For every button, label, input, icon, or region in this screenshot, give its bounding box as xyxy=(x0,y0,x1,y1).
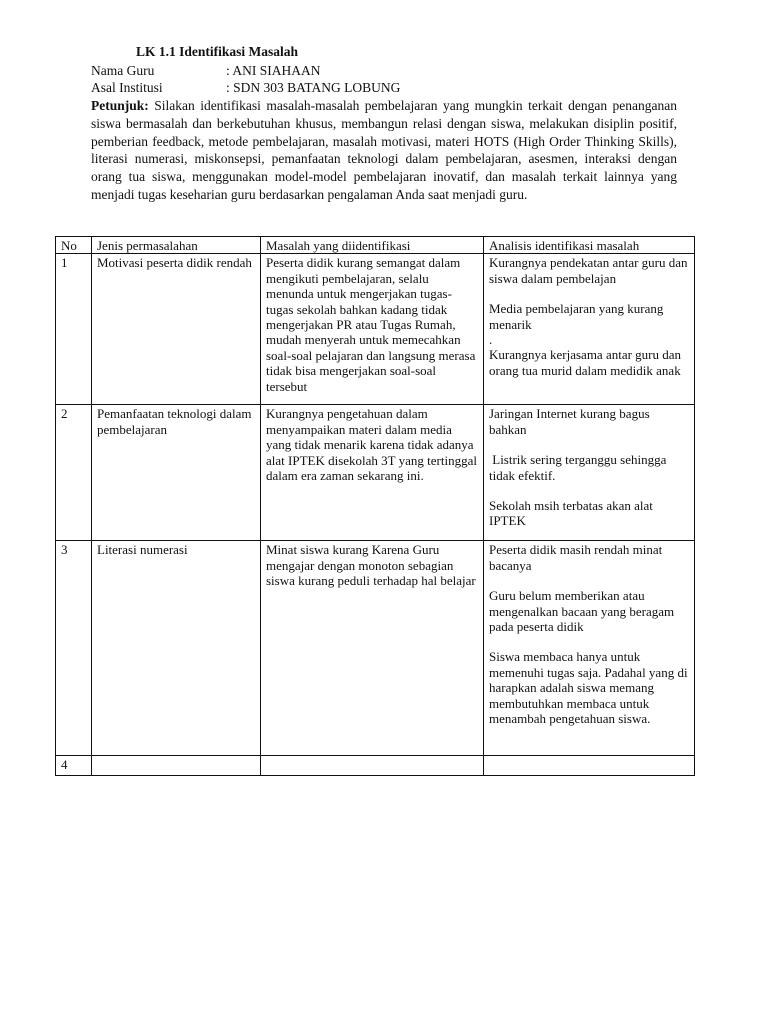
analisis-point: . xyxy=(489,332,493,348)
header-masalah: Masalah yang diidentifikasi xyxy=(261,237,484,254)
document-title: LK 1.1 Identifikasi Masalah xyxy=(136,44,299,59)
row-no: 2 xyxy=(56,405,92,541)
institution-value: : SDN 303 BATANG LOBUNG xyxy=(226,80,401,95)
analisis-point: Media pembelajaran yang kurang menarik xyxy=(489,301,664,332)
row-no: 1 xyxy=(56,254,92,405)
analisis-point: Sekolah msih terbatas akan alat IPTEK xyxy=(489,498,653,529)
row-jenis: Literasi numerasi xyxy=(92,541,261,756)
teacher-name-row xyxy=(91,63,321,79)
row-jenis xyxy=(92,756,261,775)
row-analisis xyxy=(484,405,695,541)
header-jenis: Jenis permasalahan xyxy=(92,237,261,254)
table-row xyxy=(56,405,695,541)
row-jenis: Motivasi peserta didik rendah xyxy=(92,254,261,405)
analisis-point: Guru belum memberikan atau mengenalkan bacaan yang beragam pada peserta didik xyxy=(489,588,675,635)
table-row xyxy=(56,756,695,775)
row-masalah xyxy=(261,756,484,775)
header-no: No xyxy=(56,237,92,254)
row-no: 3 xyxy=(56,541,92,756)
analisis-point: Siswa membaca hanya untuk memenuhi tugas saja. Padahal yang di harapkan adalah siswa memang membutuhkan membaca untuk menambah pengetahuan siswa. xyxy=(489,649,688,727)
row-jenis: Pemanfaatan teknologi dalam pembelajaran xyxy=(92,405,261,541)
header-analisis: Analisis identifikasi masalah xyxy=(484,237,695,254)
problem-identification-table xyxy=(55,236,695,776)
row-analisis xyxy=(484,541,695,756)
table-header-row xyxy=(56,237,695,254)
row-analisis xyxy=(484,254,695,405)
instruction-text: Silakan identifikasi masalah-masalah pembelajaran yang mungkin terkait dengan penanganan siswa bermasalah dan berkebutuhan khusus, membangun relasi dengan siswa, melakukan disiplin positif, pemberian feedback, metode pembelajaran, masalah motivasi, materi HOTS (High Order Thinking Skills), literasi numerasi, miskonsepsi, pemanfaatan teknologi dalam pembelajaran, asesmen, interaksi dengan orang tua siswa, menggunakan model-model pembelajaran inovatif, dan masalah terkait lainnya yang menjadi tugas keseharian guru berdasarkan pengalaman Anda saat menjadi guru. xyxy=(91,98,678,202)
teacher-name-value: : ANI SIAHAAN xyxy=(226,63,321,78)
table-row xyxy=(56,541,695,756)
row-masalah: Peserta didik kurang semangat dalam mengikuti pembelajaran, selalu menunda untuk mengerjakan tugas-tugas sekolah bahkan kadang tidak mengerjakan PR atau Tugas Rumah, mudah menyerah untuk memecahkan soal-soal pelajaran dan langsung merasa tidak bisa mengerjakan soal-soal tersebut xyxy=(261,254,484,405)
instruction-paragraph xyxy=(91,97,677,204)
institution-label: Asal Institusi xyxy=(91,80,163,95)
row-masalah: Minat siswa kurang Karena Guru mengajar dengan monoton sebagian siswa kurang peduli terhadap hal belajar xyxy=(261,541,484,756)
analisis-point: Listrik sering terganggu sehingga tidak efektif. xyxy=(489,452,670,483)
teacher-name-label: Nama Guru xyxy=(91,63,155,78)
analisis-point: Jaringan Internet kurang bagus bahkan xyxy=(489,406,650,437)
row-masalah: Kurangnya pengetahuan dalam menyampaikan materi dalam media yang tidak menarik karena tidak adanya alat IPTEK disekolah 3T yang tertinggal dalam era zaman sekarang ini. xyxy=(261,405,484,541)
instruction-label: Petunjuk: xyxy=(91,98,149,113)
analisis-point: Kurangnya pendekatan antar guru dan siswa dalam pembelajan xyxy=(489,255,688,286)
analisis-point: Peserta didik masih rendah minat bacanya xyxy=(489,542,663,573)
analisis-point: Kurangnya kerjasama antar guru dan orang tua murid dalam medidik anak xyxy=(489,347,682,378)
row-analisis xyxy=(484,756,695,775)
row-no: 4 xyxy=(56,756,92,775)
table-row xyxy=(56,254,695,405)
institution-row xyxy=(91,80,400,96)
